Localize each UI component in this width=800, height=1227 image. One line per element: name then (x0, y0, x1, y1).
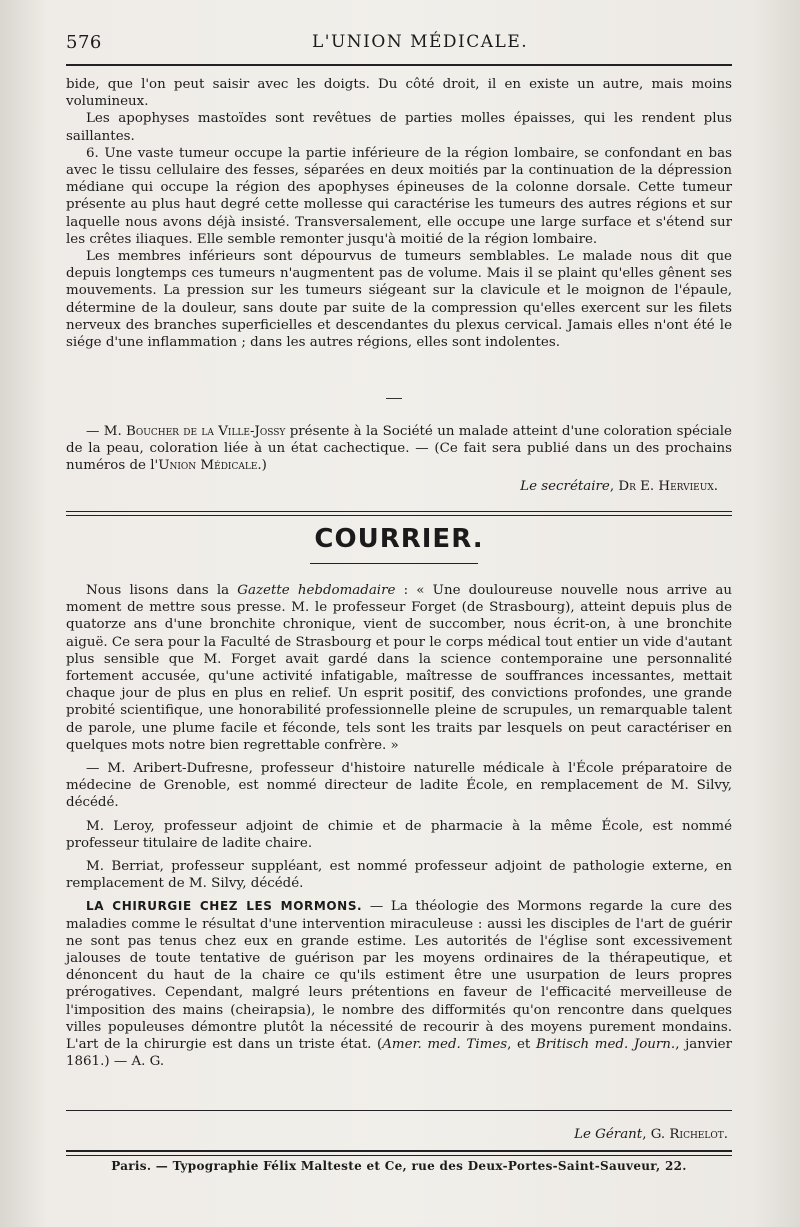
paragraph: bide, que l'on peut saisir avec les doigts. Du côté droit, il en existe un autre, mais moins volumineux. (66, 77, 732, 110)
paragraph: M. Berriat, professeur suppléant, est nommé professeur adjoint de pathologie externe, en remplacement de M. Silvy, décédé. (66, 859, 732, 892)
paragraph (66, 423, 732, 475)
signature-role: Le Gérant (574, 1127, 643, 1142)
signature-name: , G. Richelot. (642, 1127, 728, 1142)
secretary-signature (520, 479, 718, 494)
journal-name: Gazette hebdomadaire (237, 583, 396, 598)
paragraph: M. Leroy, professeur adjoint de chimie et de pharmacie à la même École, est nommé professeur titulaire de ladite chaire. (66, 818, 732, 851)
body-text: présente à la Société un malade atteint d'une coloration spéciale de la peau, coloration liée à un état cachectique. — (Ce fait sera publié dans un des prochains numéros de l' (66, 424, 732, 474)
journal-name: Union Médicale (158, 458, 258, 474)
footer-rule (66, 1150, 732, 1156)
signature-role: Le secrétaire (520, 479, 610, 494)
page-header (66, 32, 732, 56)
body-text: , janvier 1861.) — A. G. (66, 1037, 733, 1070)
lead-dash: — M. (86, 424, 127, 439)
paragraph: Les membres inférieurs sont dépourvus de tumeurs semblables. Le malade nous dit que depuis longtemps ces tumeurs n'augmentent pas de volume. Mais il se plaint qu'elles gênent ses mouvements. La pression sur les tumeurs siégeant sur la clavicule et le moignon de l'épaule, détermine de la douleur, sans doute par suite de la compression qu'elles exercent sur les filets nerveux des branches superficielles et descendantes du plexus cervical. Jamais elles n'ont été le siége d'une inflammation ; dans les autres régions, elles sont indolentes. (66, 249, 732, 351)
body-text: : « Une douloureuse nouvelle nous arrive au moment de mettre sous presse. M. le professeur Forget (de Strasbourg), atteint depuis plus de quatorze ans d'une bronchite chronique, vient de succomber, nous écrit-on, à une bronchite aiguë. Ce sera pour la Faculté de Strasbourg et pour le corps médical tout entier un vide d'autant plus sensible que M. Forget avait gardé dans la science contemporaine une personnalité fortement accusée, qu'une activité infatigable, maîtresse de souffrances incessantes, mettait chaque jour de plus en plus en relief. Un esprit positif, des convictions profondes, une grande probité scientifique, une honorabilité professionnelle pleine de scrupules, un remarquable talent de parole, une plume facile et féconde, tels sont les traits par lesquels on peut caractériser en quelques mots notre bien regrettable confrère. » (66, 583, 732, 753)
source-name: Britisch med. Journ. (535, 1037, 676, 1053)
boucher-note (66, 423, 732, 475)
source-name: Amer. med. Times (382, 1037, 508, 1053)
paragraph (66, 898, 732, 1070)
section-title-rule (310, 563, 478, 564)
paragraph-heading: LA CHIRURGIE CHEZ LES MORMONS. (86, 899, 363, 914)
body-text: , et (507, 1037, 536, 1053)
bottom-rule (66, 1110, 732, 1111)
section-title: COURRIER. (314, 524, 484, 554)
header-rule (66, 64, 732, 66)
paragraph (66, 582, 732, 754)
running-title: L'UNION MÉDICALE. (312, 32, 529, 52)
manager-signature (574, 1127, 728, 1142)
person-name: Boucher de la Ville-Jossy (126, 424, 286, 439)
body-text: — La théologie des Mormons regarde la cure des maladies comme le résultat d'une intervention miraculeuse : aussi les disciples de l'art de guérir ne sont pas tenus chez eux en grande estime. Les autorités de l'église sont excessivement jalouses de toute tentative de guérison par les moyens ordinaires de la thérapeutique, et dénoncent du haut de la chaire ce qu'ils estiment être une usurpation de leurs propres prérogatives. Cependant, malgré leurs prétentions en faveur de l'efficacité merveilleuse de l'imposition des mains (cheirapsia), le nombre des difformités qu'on rencontre dans quelques villes populeuses démontre plutôt la nécessité de recourir à des moyens purement mondains. L'art de la chirurgie est dans un triste état. ( (66, 899, 732, 1053)
section-divider (66, 511, 732, 516)
separator-dash (386, 398, 402, 399)
page-number: 576 (66, 32, 102, 53)
article-continuation (66, 76, 732, 351)
printer-imprint: Paris. — Typographie Félix Malteste et Ce, rue des Deux-Portes-Saint-Sauveur, 22. (111, 1159, 687, 1173)
body-text: Nous lisons dans la (86, 583, 238, 598)
paragraph: Les apophyses mastoïdes sont revêtues de parties molles épaisses, qui les rendent plus saillantes. (66, 111, 732, 144)
signature-name: , Dr E. Hervieux. (609, 479, 718, 494)
closing-text: .) (257, 458, 267, 474)
paragraph: — M. Aribert-Dufresne, professeur d'histoire naturelle médicale à l'École préparatoire de médecine de Grenoble, est nommé directeur de ladite École, en remplacement de M. Silvy, décédé. (66, 761, 732, 811)
paragraph: 6. Une vaste tumeur occupe la partie inférieure de la région lombaire, se confondant en bas avec le tissu cellulaire des fesses, séparées en deux moitiés par la continuation de la dépression médiane qui occupe la région des apophyses épineuses de la colonne dorsale. Cette tumeur présente au plus haut degré cette mollesse qui caractérise les tumeurs des autres régions et sur laquelle nous avons déjà insisté. Transversalement, elle occupe une large surface et s'étend sur les crêtes iliaques. Elle semble remonter jusqu'à moitié de la région lombaire. (66, 145, 732, 247)
courrier-section (66, 582, 732, 1076)
